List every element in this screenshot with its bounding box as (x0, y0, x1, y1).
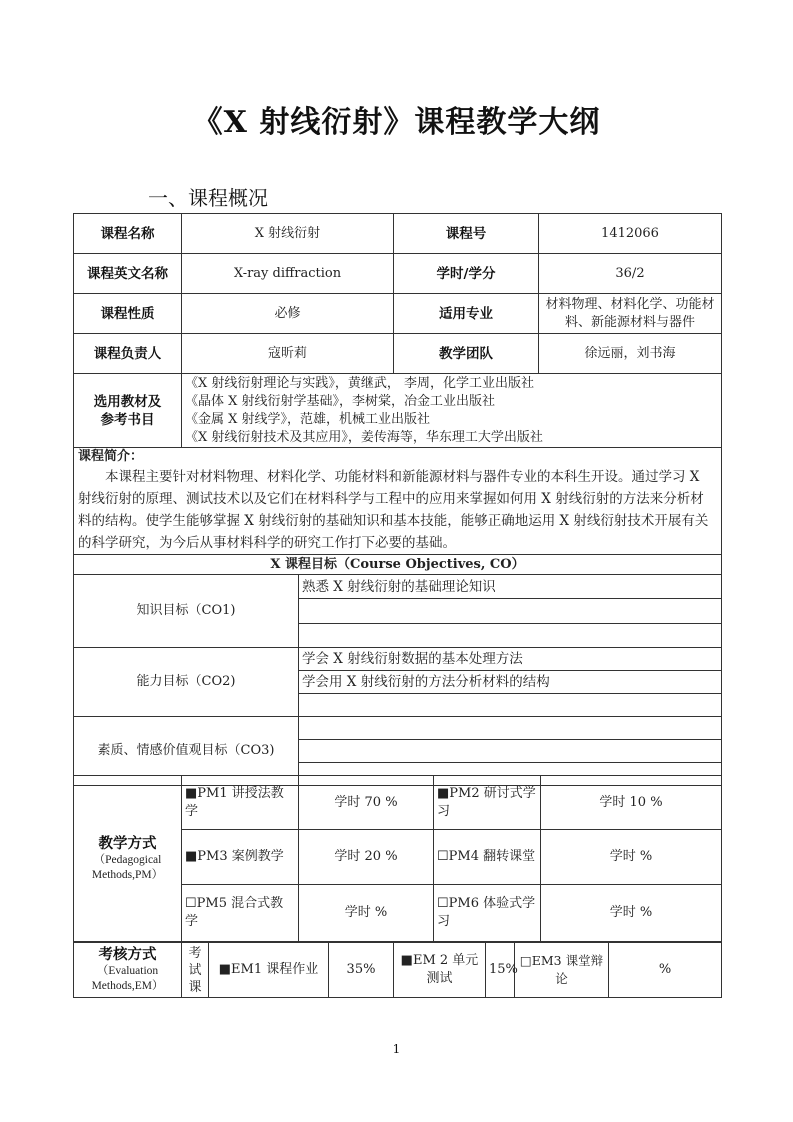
objective-item (299, 717, 722, 740)
objective-group-label: 素质、情感价值观目标（CO3) (74, 717, 299, 786)
overview-row (74, 254, 722, 294)
teaching-team-label: 教学团队 (394, 334, 539, 374)
pm-method-name: PM1 讲授法教学 (185, 785, 284, 819)
evaluation-label (74, 943, 182, 998)
em-percent: 35% (329, 943, 394, 998)
intro-row (74, 448, 722, 555)
objective-item (299, 599, 722, 623)
english-name-value: X-ray diffraction (182, 254, 394, 294)
textbooks-label-line: 选用教材及 (93, 393, 162, 410)
course-number-value: 1412066 (539, 214, 722, 254)
evaluation-type: 考试课 (182, 943, 209, 998)
section-heading: 一、课程概况 (148, 186, 268, 210)
course-type-label: 课程性质 (74, 294, 182, 334)
checkbox-checked-icon[interactable]: ■ (400, 953, 413, 968)
checkbox-unchecked-icon[interactable]: ☐ (437, 896, 449, 911)
objective-item: 学会用 X 射线衍射的方法分析材料的结构 (299, 671, 722, 694)
checkbox-unchecked-icon[interactable]: ☐ (437, 849, 449, 864)
pm-method (182, 830, 299, 885)
objective-item: 学会 X 射线衍射数据的基本处理方法 (299, 648, 722, 671)
hours-credits-label: 学时/学分 (394, 254, 539, 294)
pm-method (434, 885, 541, 942)
objectives-table (73, 574, 722, 786)
pedagogy-table (73, 775, 722, 942)
overview-row (74, 214, 722, 254)
pm-method-name: PM2 研讨式学习 (437, 785, 536, 819)
textbook-item: 《金属 X 射线学》，范雄，机械工业出版社 (185, 411, 431, 427)
pm-method (434, 830, 541, 885)
em-method-name: EM1 课程作业 (231, 962, 319, 977)
textbooks-label (74, 374, 182, 448)
evaluation-table (73, 942, 722, 998)
checkbox-checked-icon[interactable]: ■ (437, 785, 450, 801)
english-name-label: 课程英文名称 (74, 254, 182, 294)
objective-group-label: 知识目标（CO1) (74, 575, 299, 648)
checkbox-checked-icon[interactable]: ■ (218, 962, 232, 977)
em-method-name: EM 2 单元测试 (412, 953, 479, 986)
pm-method-name: PM6 体验式学习 (437, 896, 536, 929)
checkbox-checked-icon[interactable]: ■ (185, 785, 198, 801)
hours-credits-value: 36/2 (539, 254, 722, 294)
textbooks-list (182, 374, 722, 448)
pm-hours: 学时 20 % (299, 830, 434, 885)
pm-method-name: PM3 案例教学 (197, 849, 284, 864)
teaching-team-value: 徐远丽，刘书海 (539, 334, 722, 374)
textbooks-label-line: 参考书目 (100, 411, 155, 428)
intro-cell (74, 448, 722, 555)
objectives-heading: X 课程目标（Course Objectives, CO） (74, 555, 722, 575)
em-method (394, 943, 486, 998)
checkbox-unchecked-icon[interactable]: ☐ (185, 896, 197, 911)
intro-body: 本课程主要针对材料物理、材料化学、功能材料和新能源材料与器件专业的本科生开设。通过学习 X 射线衍射的原理、测试技术以及它们在材料科学与工程中的应用来掌握如何用 X 射线衍射的方法来分析材料的结构。使学生能够掌握 X 射线衍射的基础知识和基本技能，能够正确地运用 X 射线衍射技术开展有关的科学研究，为今后从事材料科学的研究工作打下必要的基础。 (78, 469, 709, 551)
em-method (209, 943, 329, 998)
page-number: 1 (392, 1042, 401, 1056)
objective-item (299, 740, 722, 763)
textbooks-row (74, 374, 722, 448)
em-percent: % (609, 943, 722, 998)
course-name-value: X 射线衍射 (182, 214, 394, 254)
pm-method (434, 776, 541, 830)
pm-hours: 学时 70 % (299, 776, 434, 830)
em-method (515, 943, 609, 998)
pedagogy-label (74, 776, 182, 942)
textbook-item: 《X 射线衍射技术及其应用》，姜传海等，华东理工大学出版社 (185, 429, 543, 445)
em-method-name: EM3 课堂辩论 (531, 953, 604, 986)
pedagogy-label-en: （Pedagogical (93, 853, 162, 866)
pm-method-name: PM5 混合式教学 (185, 896, 284, 929)
objective-group-label: 能力目标（CO2) (74, 648, 299, 717)
pm-hours: 学时 % (299, 885, 434, 942)
checkbox-unchecked-icon[interactable]: □ (519, 953, 532, 968)
overview-row (74, 334, 722, 374)
course-type-value: 必修 (182, 294, 394, 334)
evaluation-label-cn: 考核方式 (98, 947, 157, 963)
pm-hours: 学时 % (541, 830, 722, 885)
majors-label: 适用专业 (394, 294, 539, 334)
pm-hours: 学时 10 % (541, 776, 722, 830)
pm-hours: 学时 % (541, 885, 722, 942)
pedagogy-label-en: Methods,PM） (91, 868, 164, 881)
pedagogy-label-cn: 教学方式 (98, 835, 157, 852)
course-leader-value: 寇昕莉 (182, 334, 394, 374)
document-title: 《X 射线衍射》课程教学大纲 (192, 105, 601, 140)
textbook-item: 《晶体 X 射线衍射学基础》，李树棠，冶金工业出版社 (185, 393, 496, 409)
evaluation-label-en: Methods,EM） (91, 980, 164, 992)
evaluation-label-en: （Evaluation (96, 965, 159, 977)
pm-method (182, 885, 299, 942)
objectives-heading-row (74, 555, 722, 575)
overview-row (74, 294, 722, 334)
pm-method (182, 776, 299, 830)
course-leader-label: 课程负责人 (74, 334, 182, 374)
course-number-label: 课程号 (394, 214, 539, 254)
majors-value: 材料物理、材料化学、功能材料、新能源材料与器件 (539, 294, 722, 334)
course-name-label: 课程名称 (74, 214, 182, 254)
em-percent: 15% (486, 943, 515, 998)
pm-method-name: PM4 翻转课堂 (448, 849, 536, 864)
checkbox-checked-icon[interactable]: ■ (185, 849, 198, 864)
objective-item: 熟悉 X 射线衍射的基础理论知识 (299, 575, 722, 599)
textbook-item: 《X 射线衍射理论与实践》，黄继武， 李周，化学工业出版社 (185, 375, 535, 391)
objective-item (299, 694, 722, 717)
overview-table (73, 213, 722, 575)
intro-heading: 课程简介： (78, 449, 144, 464)
objective-item (299, 623, 722, 647)
